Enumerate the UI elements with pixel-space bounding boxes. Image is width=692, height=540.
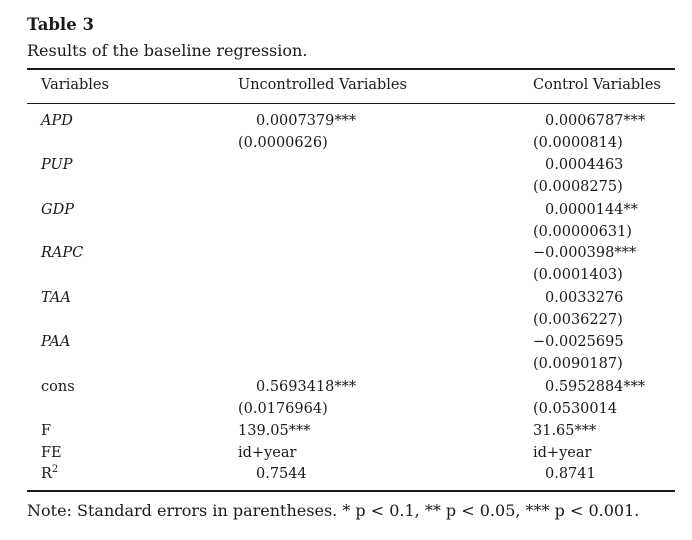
row-paa-control-se: (0.0090187) bbox=[533, 356, 623, 372]
row-f-name: F bbox=[41, 423, 52, 439]
table-subtitle: Results of the baseline regression. bbox=[27, 41, 308, 60]
row-gdp-name: GDP bbox=[41, 202, 74, 218]
row-f-uncontrolled: 139.05*** bbox=[238, 423, 311, 439]
row-apd-uncontrolled: 0.0007379*** bbox=[256, 113, 357, 129]
row-taa-control: 0.0033276 bbox=[545, 290, 624, 306]
row-r2-name bbox=[41, 465, 58, 483]
row-rapc-name: RAPC bbox=[41, 245, 84, 261]
header-uncontrolled: Uncontrolled Variables bbox=[238, 77, 407, 93]
row-taa-name: TAA bbox=[41, 290, 71, 306]
row-cons-name: cons bbox=[41, 379, 75, 395]
row-apd-control: 0.0006787*** bbox=[545, 113, 646, 129]
row-apd-name: APD bbox=[41, 113, 73, 129]
table-bottom-rule bbox=[27, 490, 675, 492]
table-title: Table 3 bbox=[27, 15, 94, 34]
row-fe-name: FE bbox=[41, 445, 62, 461]
row-apd-uncontrolled-se: (0.0000626) bbox=[238, 135, 328, 151]
row-r2-name-base: R bbox=[41, 466, 52, 482]
row-gdp-control-se: (0.00000631) bbox=[533, 224, 632, 240]
row-r2-control: 0.8741 bbox=[545, 466, 596, 482]
row-f-control: 31.65*** bbox=[533, 423, 597, 439]
row-gdp-control: 0.0000144** bbox=[545, 202, 638, 218]
row-pup-name: PUP bbox=[41, 157, 73, 173]
table-note: Note: Standard errors in parentheses. * p < 0.1, ** p < 0.05, *** p < 0.001. bbox=[27, 501, 640, 520]
row-paa-control: −0.0025695 bbox=[533, 334, 624, 350]
row-pup-control-se: (0.0008275) bbox=[533, 179, 623, 195]
row-taa-control-se: (0.0036227) bbox=[533, 312, 623, 328]
row-pup-control: 0.0004463 bbox=[545, 157, 624, 173]
table-header-rule bbox=[27, 103, 675, 104]
row-fe-control: id+year bbox=[533, 445, 592, 461]
row-rapc-control-se: (0.0001403) bbox=[533, 267, 623, 283]
row-fe-uncontrolled: id+year bbox=[238, 445, 297, 461]
row-cons-uncontrolled: 0.5693418*** bbox=[256, 379, 357, 395]
row-cons-uncontrolled-se: (0.0176964) bbox=[238, 401, 328, 417]
row-r2-name-sup: 2 bbox=[51, 464, 59, 476]
row-cons-control: 0.5952884*** bbox=[545, 379, 646, 395]
table-top-rule bbox=[27, 68, 675, 70]
header-variables: Variables bbox=[41, 77, 109, 93]
header-control: Control Variables bbox=[533, 77, 661, 93]
row-apd-control-se: (0.0000814) bbox=[533, 135, 623, 151]
row-rapc-control: −0.000398*** bbox=[533, 245, 637, 261]
row-paa-name: PAA bbox=[41, 334, 71, 350]
row-r2-uncontrolled: 0.7544 bbox=[256, 466, 307, 482]
row-cons-control-se: (0.0530014 bbox=[533, 401, 618, 417]
